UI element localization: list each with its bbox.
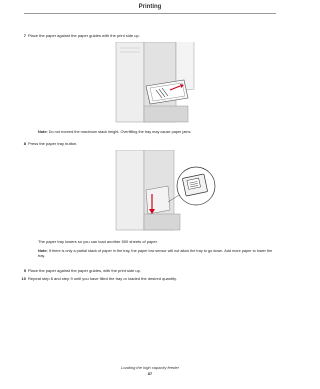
step-10	[21, 276, 278, 281]
note-label: Note:	[38, 249, 48, 253]
step-7	[23, 33, 278, 38]
step-number: 7	[23, 33, 26, 38]
step-number: 8	[23, 141, 26, 146]
page-number: 87	[147, 371, 153, 376]
step-text: Press the paper tray button.	[28, 141, 78, 146]
tray-lowers-text: The paper tray lowers so you can load another 500 sheets of paper.	[38, 239, 158, 244]
step-text: Place the paper against the paper guides, with the print side up.	[28, 268, 141, 273]
step-number: 9	[23, 268, 26, 273]
note-text: Do not exceed the maximum stack height. Overfilling the tray may cause paper jams.	[48, 130, 192, 134]
step-text: Place the paper against the paper guides with the print side up.	[28, 33, 140, 38]
step-8	[23, 141, 278, 146]
paper-loading-illustration	[110, 42, 200, 124]
note-stack-height	[38, 130, 278, 135]
note-partial-stack	[38, 249, 278, 259]
footer-section-title: Loading the high capacity feeder	[121, 365, 179, 370]
step-text: Repeat step 8 and step 9 until you have filled the tray or loaded the desired quantity.	[28, 276, 177, 281]
header-divider	[24, 13, 276, 14]
step-number: 10	[21, 276, 26, 281]
step-9	[23, 268, 278, 273]
note-label: Note:	[38, 130, 48, 134]
tray-button-illustration	[110, 150, 220, 232]
page-title: Printing	[138, 4, 162, 10]
note-text: If there is only a partial stack of paper in the tray, the paper low sensor will not allow the tray to go down. Add more paper to lower the tray.	[38, 249, 273, 258]
